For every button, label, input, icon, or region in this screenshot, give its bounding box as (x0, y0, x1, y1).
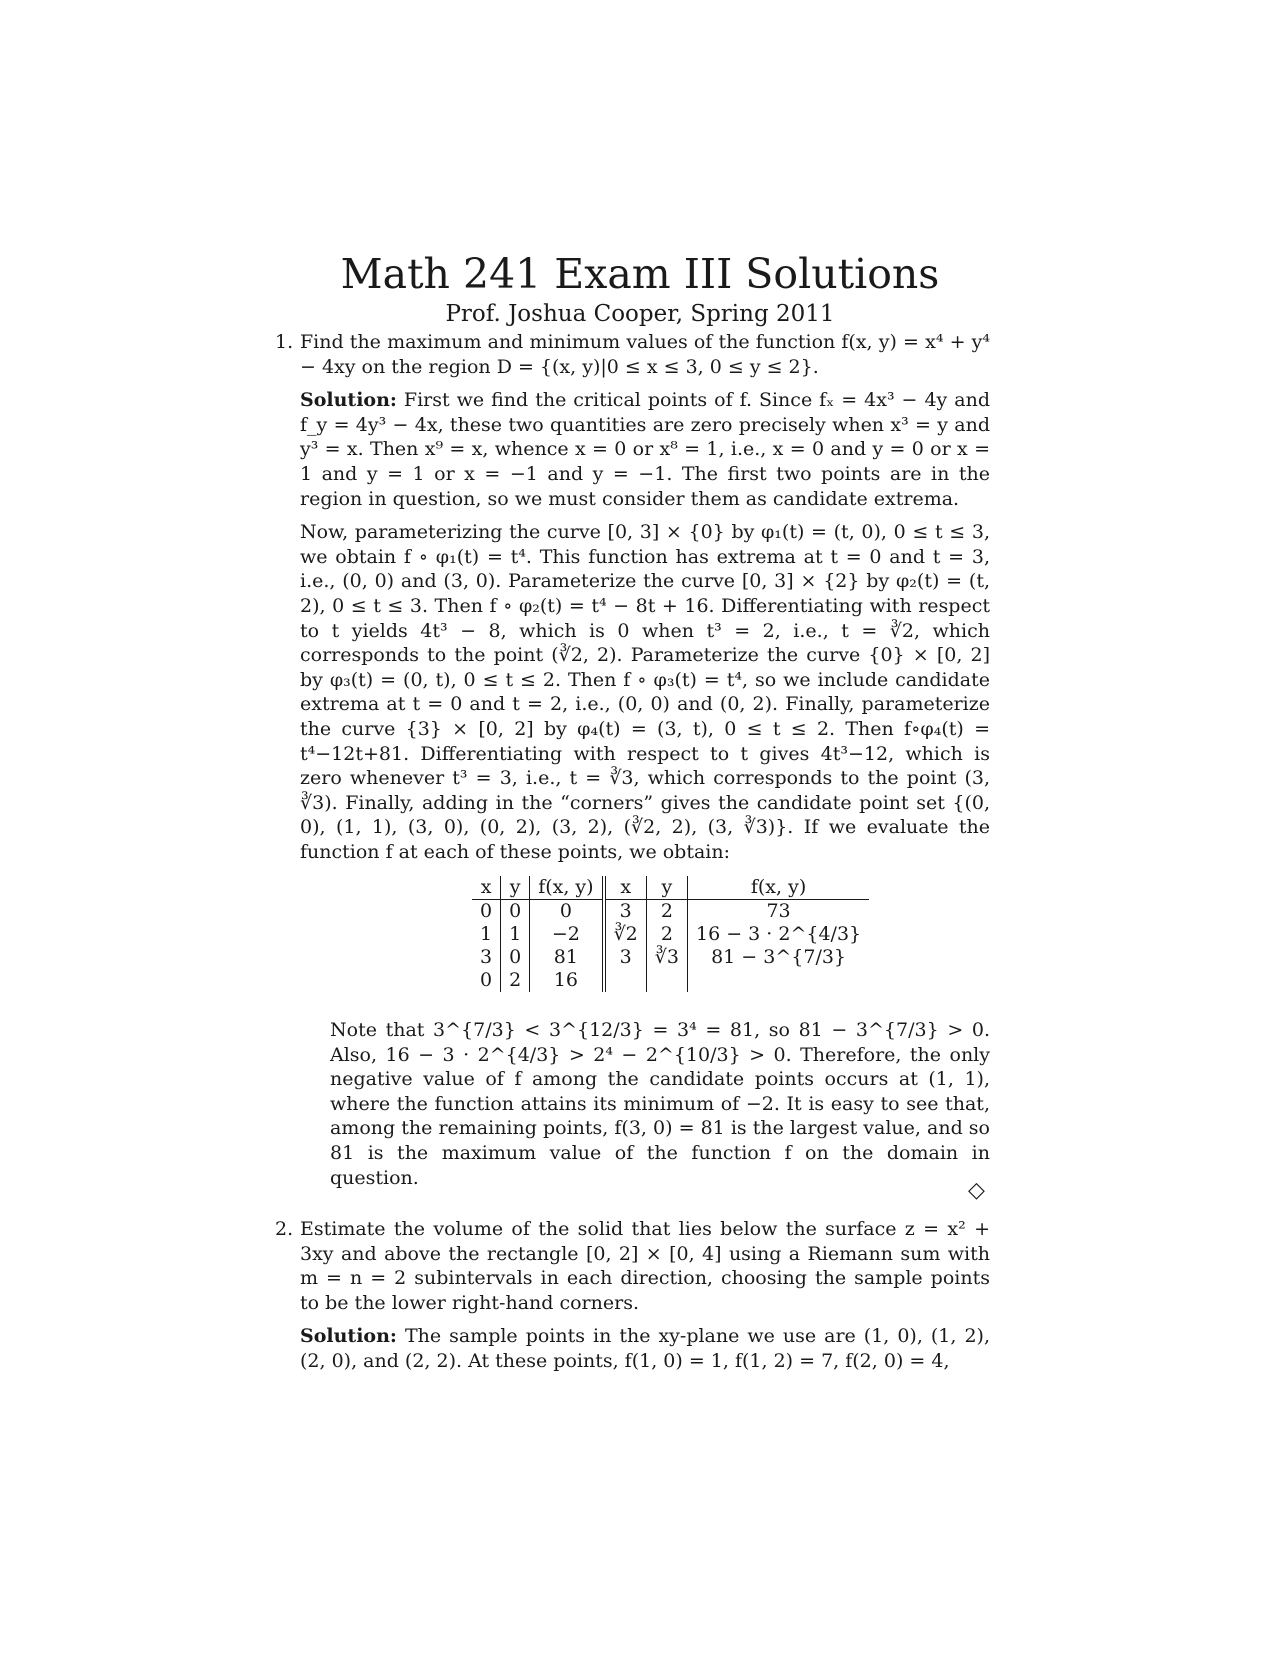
solution-label: Solution: (300, 389, 397, 412)
table-header-cell: x (604, 876, 647, 900)
table-row (472, 969, 869, 992)
table-cell: 3 (604, 900, 647, 924)
end-of-proof-icon: ◇ (968, 1178, 985, 1203)
table-cell (604, 969, 647, 992)
table-cell: 0 (472, 900, 501, 924)
problem-1 (275, 330, 991, 873)
solution-label: Solution: (300, 1325, 397, 1348)
table-cell: 1 (472, 923, 501, 946)
table-cell: 0 (530, 900, 604, 924)
table-cell: ∛2 (604, 923, 647, 946)
table-cell: 0 (501, 946, 530, 969)
problem-1-conclusion (330, 1018, 990, 1199)
table-header-row (472, 876, 869, 900)
solution-text: First we find the critical points of f. Since fₓ = 4x³ − 4y and f_y = 4y³ − 4x, these two quantities are zero precisely when x³ = y and y³ = x. Then x⁹ = x, whence x = 0 or x⁸ = 1, i.e., x = 0 and y = 0 or x = 1 and y = 1 or x = −1 and y = −1. The first two points are in the region in question, so we must consider them as candidate extrema. (300, 389, 991, 510)
table-cell: 2 (501, 969, 530, 992)
table-cell: −2 (530, 923, 604, 946)
problem-1-number: 1. (275, 331, 294, 353)
table-cell: 16 − 3 · 2^{4/3} (695, 923, 862, 945)
table-row (472, 946, 869, 969)
table-cell: 1 (501, 923, 530, 946)
table-header-cell: y (501, 876, 530, 900)
problem-1-statement: Find the maximum and minimum values of the function f(x, y) = x⁴ + y⁴ − 4xy on the region D = {(x, y)|0 ≤ x ≤ 3, 0 ≤ y ≤ 2}. (300, 331, 990, 378)
table-cell: 2 (646, 900, 687, 924)
problem-1-solution-para-1 (300, 388, 990, 511)
table-cell: 3 (604, 946, 647, 969)
table-cell: 73 (766, 900, 791, 922)
table-cell: 81 − 3^{7/3} (711, 946, 847, 968)
table-cell: 16 (530, 969, 604, 992)
table-cell: 2 (646, 923, 687, 946)
solution-text: The sample points in the xy-plane we use are (1, 0), (1, 2), (2, 0), and (2, 2). At these points, f(1, 0) = 1, f(1, 2) = 7, f(2, 0) = 4, (300, 1325, 990, 1372)
table-header-cell: y (646, 876, 687, 900)
table-header-cell: f(x, y) (530, 876, 604, 900)
table-header-cell: x (472, 876, 501, 900)
table-row (472, 900, 869, 924)
document-subtitle: Prof. Joshua Cooper, Spring 2011 (445, 301, 835, 327)
table-cell: 81 (530, 946, 604, 969)
document-title: Math 241 Exam III Solutions (340, 250, 940, 298)
problem-2-number: 2. (275, 1218, 294, 1240)
table-cell (646, 969, 687, 992)
problem-2 (275, 1217, 990, 1383)
candidate-values-table (472, 876, 869, 992)
table-cell: 0 (501, 900, 530, 924)
table-cell: 0 (472, 969, 501, 992)
table-cell: 3 (472, 946, 501, 969)
table-cell (687, 969, 869, 992)
problem-2-solution-para-1 (300, 1324, 990, 1373)
problem-2-statement: Estimate the volume of the solid that lies below the surface z = x² + 3xy and above the rectangle [0, 2] × [0, 4] using a Riemann sum with m = n = 2 subintervals in each direction, choosing the sample points to be the lower right-hand corners. (300, 1218, 990, 1314)
table-row (472, 923, 869, 946)
table-header-cell: f(x, y) (687, 876, 869, 900)
problem-1-solution-para-2: Now, parameterizing the curve [0, 3] × {0} by φ₁(t) = (t, 0), 0 ≤ t ≤ 3, we obtain f ∘ φ₁(t) = t⁴. This function has extrema at t = 0 and t = 3, i.e., (0, 0) and (3, 0). Parameterize the curve [0, 3] × {2} by φ₂(t) = (t, 2), 0 ≤ t ≤ 3. Then f ∘ φ₂(t) = t⁴ − 8t + 16. Differentiating with respect to t yields 4t³ − 8, which is 0 when t³ = 2, i.e., t = ∛2, which corresponds to the point (∛2, 2). Parameterize the curve {0} × [0, 2] by φ₃(t) = (0, t), 0 ≤ t ≤ 2. Then f ∘ φ₃(t) = t⁴, so we include candidate extrema at t = 0 and t = 2, i.e., (0, 0) and (0, 2). Finally, parameterize the curve {3} × [0, 2] by φ₄(t) = (3, t), 0 ≤ t ≤ 2. Then f∘φ₄(t) = t⁴−12t+81. Differentiating with respect to t gives 4t³−12, which is zero whenever t³ = 3, i.e., t = ∛3, which corresponds to the point (3, ∛3). Finally, adding in the “corners” gives the candidate point set {(0, 0), (1, 1), (3, 0), (0, 2), (3, 2), (∛2, 2), (3, ∛3)}. If we evaluate the function f at each of these points, we obtain: (300, 521, 990, 863)
table-cell: ∛3 (646, 946, 687, 969)
problem-1-solution-para-3: Note that 3^{7/3} < 3^{12/3} = 3⁴ = 81, so 81 − 3^{7/3} > 0. Also, 16 − 3 · 2^{4/3} > 2⁴ − 2^{10/3} > 0. Therefore, the only negative value of f among the candidate points occurs at (1, 1), where the function attains its minimum of −2. It is easy to see that, among the remaining points, f(3, 0) = 81 is the largest value, and so 81 is the maximum value of the function f on the domain in question. (330, 1019, 990, 1189)
